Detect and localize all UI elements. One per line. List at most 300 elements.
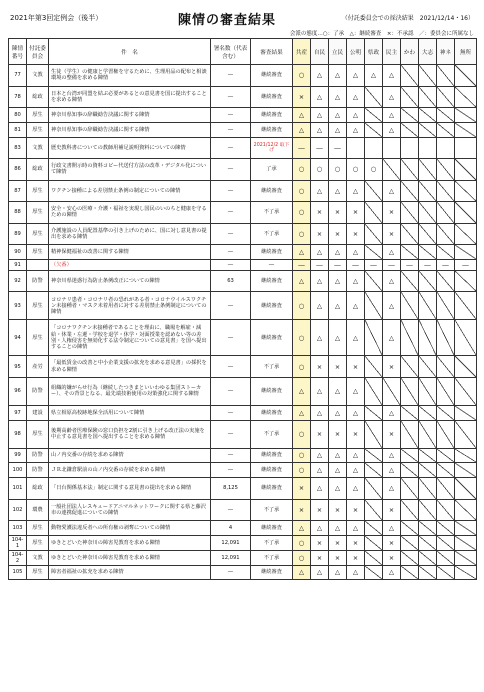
subject-cell: 「最低賃金の改善と中小企業支援の拡充を求める意見書」の採択を求める陳情 (49, 356, 211, 378)
party-vote-cell (365, 356, 383, 378)
party-vote-cell: △ (383, 478, 401, 500)
col-result: 審査結果 (251, 39, 293, 65)
party-vote-cell: △ (329, 463, 347, 478)
party-vote-cell (419, 478, 437, 500)
signature-count-cell: ― (211, 122, 251, 137)
party-vote-cell (455, 521, 477, 536)
party-vote-cell: △ (383, 521, 401, 536)
party-vote-cell (437, 420, 455, 448)
committee-cell: 文教 (27, 137, 49, 159)
party-vote-cell: △ (347, 478, 365, 500)
signature-count-cell: ― (211, 202, 251, 224)
party-vote-cell: △ (311, 448, 329, 463)
party-vote-cell (437, 320, 455, 356)
party-vote-cell: × (347, 223, 365, 245)
petition-number-cell: 81 (9, 122, 27, 137)
party-vote-cell: × (311, 223, 329, 245)
party-vote-cell: △ (329, 405, 347, 420)
petition-number-cell: 101 (9, 478, 27, 500)
petition-number-cell: 89 (9, 223, 27, 245)
party-vote-cell (455, 270, 477, 292)
party-vote-cell: △ (293, 377, 311, 405)
party-vote-cell (437, 499, 455, 521)
party-vote-cell: △ (311, 86, 329, 108)
party-vote-cell (419, 463, 437, 478)
party-vote-cell: △ (383, 108, 401, 123)
party-vote-cell: △ (347, 270, 365, 292)
subject-cell: 山ノ内交番の存続を求める陳情 (49, 448, 211, 463)
signature-count-cell: ― (211, 420, 251, 448)
signature-count-cell: ― (211, 356, 251, 378)
party-vote-cell: △ (329, 86, 347, 108)
party-vote-cell (365, 565, 383, 580)
party-vote-cell: △ (329, 320, 347, 356)
party-vote-cell (419, 245, 437, 260)
party-vote-cell: × (293, 86, 311, 108)
table-row (9, 223, 477, 245)
party-vote-cell (455, 292, 477, 320)
col-party: かわ (401, 39, 419, 65)
col-signatures: 署名数（代表含む） (211, 39, 251, 65)
party-vote-cell (437, 292, 455, 320)
committee-cell: 環農 (27, 499, 49, 521)
party-vote-cell: △ (347, 448, 365, 463)
party-vote-cell (437, 137, 455, 159)
signature-count-cell: ― (211, 245, 251, 260)
party-vote-cell (455, 550, 477, 565)
party-vote-cell (419, 223, 437, 245)
result-cell: 継続審査 (251, 448, 293, 463)
party-vote-cell (401, 536, 419, 551)
signature-count-cell: ― (211, 405, 251, 420)
table-row (9, 86, 477, 108)
table-row (9, 420, 477, 448)
signature-count-cell: ― (211, 86, 251, 108)
party-vote-cell: △ (329, 180, 347, 202)
petition-number-cell: 88 (9, 202, 27, 224)
result-cell: 継続審査 (251, 270, 293, 292)
party-vote-cell: △ (311, 122, 329, 137)
party-vote-cell (347, 137, 365, 159)
party-vote-cell: × (293, 499, 311, 521)
col-party: 民主 (383, 39, 401, 65)
party-vote-cell: △ (383, 245, 401, 260)
party-vote-cell (401, 550, 419, 565)
petition-number-cell: 102 (9, 499, 27, 521)
table-row (9, 377, 477, 405)
party-vote-cell (455, 65, 477, 87)
party-vote-cell (419, 270, 437, 292)
table-row (9, 159, 477, 181)
committee-cell: 厚生 (27, 180, 49, 202)
party-vote-cell (401, 292, 419, 320)
party-vote-cell: ― (311, 137, 329, 159)
party-vote-cell: ○ (329, 159, 347, 181)
table-row (9, 499, 477, 521)
party-vote-cell (455, 159, 477, 181)
party-vote-cell (365, 550, 383, 565)
party-vote-cell (437, 180, 455, 202)
party-vote-cell: △ (329, 245, 347, 260)
party-vote-cell (401, 405, 419, 420)
party-vote-cell (437, 202, 455, 224)
committee-cell: 厚生 (27, 202, 49, 224)
party-vote-cell (455, 478, 477, 500)
party-vote-cell: △ (293, 122, 311, 137)
party-vote-cell (455, 420, 477, 448)
party-vote-cell (401, 122, 419, 137)
party-vote-cell: △ (347, 245, 365, 260)
signature-count-cell: 12,091 (211, 536, 251, 551)
committee-cell: 総政 (27, 478, 49, 500)
petition-number-cell: 94 (9, 320, 27, 356)
party-vote-cell (401, 356, 419, 378)
col-party: 神ネ (437, 39, 455, 65)
party-vote-cell: △ (329, 478, 347, 500)
party-vote-cell (401, 521, 419, 536)
party-vote-cell: ○ (293, 159, 311, 181)
party-vote-cell (455, 405, 477, 420)
committee-cell: 厚生 (27, 245, 49, 260)
party-vote-cell: △ (293, 405, 311, 420)
party-vote-cell (419, 420, 437, 448)
committee-cell (27, 259, 49, 270)
party-vote-cell: × (329, 499, 347, 521)
party-vote-cell: × (347, 356, 365, 378)
result-cell: 不了承 (251, 223, 293, 245)
party-vote-cell: × (347, 420, 365, 448)
subject-cell: 後期高齢者医療保険の窓口負担を2割に引き上げる改正法の実施を中止する意見書を国へ提出することを求める陳情 (49, 420, 211, 448)
petition-number-cell: 105 (9, 565, 27, 580)
party-vote-cell: ― (293, 259, 311, 270)
party-vote-cell (401, 108, 419, 123)
petition-number-cell: 91 (9, 259, 27, 270)
table-row (9, 550, 477, 565)
party-vote-cell: ― (365, 259, 383, 270)
result-cell: 2021/12/2 取下げ (251, 137, 293, 159)
signature-count-cell: 12,091 (211, 550, 251, 565)
result-cell: 不了承 (251, 550, 293, 565)
committee-note: （付託委員会での採決結果 2021/12/14・16） (341, 15, 474, 22)
committee-cell: 総政 (27, 159, 49, 181)
committee-cell: 防警 (27, 448, 49, 463)
party-vote-cell: △ (311, 405, 329, 420)
party-vote-cell (455, 122, 477, 137)
petition-number-cell: 93 (9, 292, 27, 320)
party-vote-cell (365, 86, 383, 108)
party-vote-cell (419, 320, 437, 356)
table-row (9, 259, 477, 270)
party-vote-cell (419, 499, 437, 521)
subject-cell: ＪＲ北鎌倉駅前の山ノ内交番の存続を求める陳情 (49, 463, 211, 478)
party-vote-cell (419, 159, 437, 181)
result-cell: 継続審査 (251, 521, 293, 536)
party-vote-cell (401, 180, 419, 202)
page-header (8, 8, 476, 38)
party-vote-cell: ○ (293, 320, 311, 356)
party-vote-cell (437, 536, 455, 551)
result-cell: 継続審査 (251, 377, 293, 405)
subject-cell: 県立相原高校跡地保全活用について陳情 (49, 405, 211, 420)
table-row (9, 245, 477, 260)
party-vote-cell: △ (311, 245, 329, 260)
petition-number-cell: 104-1 (9, 536, 27, 551)
party-vote-cell (455, 463, 477, 478)
party-vote-cell: △ (329, 270, 347, 292)
committee-cell: 建設 (27, 405, 49, 420)
party-vote-cell: ― (455, 259, 477, 270)
signature-count-cell: ― (211, 137, 251, 159)
party-vote-cell: × (293, 478, 311, 500)
party-vote-cell: × (311, 356, 329, 378)
party-vote-cell: ○ (293, 292, 311, 320)
result-cell: 継続審査 (251, 108, 293, 123)
party-vote-cell: ― (419, 259, 437, 270)
subject-cell: 動物愛護法違反者への所有権の剥奪についての陳情 (49, 521, 211, 536)
subject-cell: ゆきとどいた神奈川の障害児教育を求める陳情 (49, 550, 211, 565)
party-vote-cell: × (311, 202, 329, 224)
signature-count-cell: ― (211, 223, 251, 245)
party-vote-cell: △ (311, 478, 329, 500)
party-vote-cell: △ (383, 270, 401, 292)
party-vote-cell (365, 270, 383, 292)
party-vote-cell (455, 86, 477, 108)
party-vote-cell: ○ (293, 356, 311, 378)
party-vote-cell (419, 565, 437, 580)
party-vote-cell: ○ (293, 65, 311, 87)
party-vote-cell (419, 550, 437, 565)
party-vote-cell: × (383, 536, 401, 551)
subject-cell: （欠番） (49, 259, 211, 270)
signature-count-cell: ― (211, 448, 251, 463)
party-vote-cell: △ (383, 180, 401, 202)
table-row (9, 122, 477, 137)
party-vote-cell: ― (347, 259, 365, 270)
col-subject: 件 名 (49, 39, 211, 65)
subject-cell: 神奈川県迷惑行為防止条例改正についての陳情 (49, 270, 211, 292)
party-vote-cell: ― (437, 259, 455, 270)
subject-cell: 「日台関係基本法」制定に関する意見書の提出を求める陳情 (49, 478, 211, 500)
party-vote-cell: △ (329, 292, 347, 320)
col-party: 県政 (365, 39, 383, 65)
party-vote-cell: × (329, 202, 347, 224)
party-vote-cell: × (347, 550, 365, 565)
signature-count-cell: ― (211, 159, 251, 181)
party-vote-cell: ○ (293, 223, 311, 245)
table-row (9, 292, 477, 320)
party-vote-cell: △ (329, 377, 347, 405)
party-vote-cell (401, 463, 419, 478)
subject-cell: 介護施設の人員配置基準の引き上げのために、国に対し意見書の提出を求める陳情 (49, 223, 211, 245)
party-vote-cell (437, 565, 455, 580)
col-party: 無所 (455, 39, 477, 65)
party-vote-cell: △ (347, 86, 365, 108)
party-vote-cell (365, 202, 383, 224)
party-vote-cell (365, 108, 383, 123)
party-vote-cell: △ (347, 180, 365, 202)
party-vote-cell (437, 122, 455, 137)
party-vote-cell (455, 137, 477, 159)
party-vote-cell (401, 320, 419, 356)
party-vote-cell: △ (311, 292, 329, 320)
table-row (9, 565, 477, 580)
party-vote-cell: × (383, 499, 401, 521)
party-vote-cell: △ (311, 320, 329, 356)
party-vote-cell: △ (329, 108, 347, 123)
subject-cell: 「コロナワクチン未接種者であることを理由に、職場を解雇・減給・休業・左遷・学校を退学・休学・対面授業を認めない等の差別・人権侵害を無効化する法令制定についての意見書」を国へ提出することの陳情 (49, 320, 211, 356)
party-vote-cell (455, 377, 477, 405)
committee-cell: 防警 (27, 463, 49, 478)
party-vote-cell (419, 86, 437, 108)
party-vote-cell (419, 536, 437, 551)
party-vote-cell (437, 245, 455, 260)
committee-cell: 厚生 (27, 565, 49, 580)
table-body (9, 65, 477, 580)
party-vote-cell (365, 521, 383, 536)
signature-count-cell: ― (211, 259, 251, 270)
party-vote-cell: △ (293, 270, 311, 292)
party-vote-cell: ― (329, 137, 347, 159)
party-vote-cell (419, 521, 437, 536)
committee-cell: 産労 (27, 356, 49, 378)
party-vote-cell: ○ (293, 180, 311, 202)
table-row (9, 448, 477, 463)
signature-count-cell: ― (211, 65, 251, 87)
signature-count-cell: ― (211, 292, 251, 320)
party-vote-cell (401, 223, 419, 245)
party-vote-cell (437, 448, 455, 463)
party-vote-cell: △ (311, 108, 329, 123)
party-vote-cell: △ (293, 245, 311, 260)
party-vote-cell (455, 536, 477, 551)
party-vote-cell: × (347, 202, 365, 224)
petition-number-cell: 96 (9, 377, 27, 405)
result-cell: 不了承 (251, 202, 293, 224)
party-vote-cell (419, 292, 437, 320)
subject-cell: 歴史教科書についての教師用補足説明資料についての陳情 (49, 137, 211, 159)
committee-cell: 総政 (27, 86, 49, 108)
party-vote-cell: △ (311, 377, 329, 405)
subject-cell: ゆきとどいた神奈川の障害児教育を求める陳情 (49, 536, 211, 551)
party-vote-cell (419, 180, 437, 202)
party-vote-cell: △ (347, 377, 365, 405)
result-cell: 継続審査 (251, 245, 293, 260)
table-row (9, 536, 477, 551)
party-vote-cell: △ (347, 463, 365, 478)
subject-cell: ワクチン接種による差別禁止条例の制定についての陳情 (49, 180, 211, 202)
party-vote-cell (437, 270, 455, 292)
petition-number-cell: 98 (9, 420, 27, 448)
party-vote-cell (437, 463, 455, 478)
party-vote-cell: × (329, 420, 347, 448)
party-vote-cell: △ (383, 405, 401, 420)
party-vote-cell: △ (383, 320, 401, 356)
party-vote-cell (437, 478, 455, 500)
signature-count-cell: ― (211, 565, 251, 580)
result-cell: 不了承 (251, 499, 293, 521)
table-row (9, 137, 477, 159)
party-vote-cell (419, 377, 437, 405)
party-vote-cell: ― (329, 259, 347, 270)
table-row (9, 463, 477, 478)
party-vote-cell (419, 405, 437, 420)
party-vote-cell: ○ (293, 550, 311, 565)
committee-cell: 厚生 (27, 223, 49, 245)
party-vote-cell: △ (383, 86, 401, 108)
table-row (9, 478, 477, 500)
result-cell: 継続審査 (251, 292, 293, 320)
party-vote-cell: × (329, 356, 347, 378)
party-vote-cell: △ (383, 292, 401, 320)
party-vote-cell: × (383, 550, 401, 565)
party-vote-cell (437, 223, 455, 245)
col-party: 公明 (347, 39, 365, 65)
petition-number-cell: 90 (9, 245, 27, 260)
party-vote-cell: △ (311, 565, 329, 580)
party-vote-cell (437, 65, 455, 87)
result-cell: 継続審査 (251, 478, 293, 500)
party-vote-cell (401, 420, 419, 448)
party-vote-cell (455, 223, 477, 245)
petition-number-cell: 78 (9, 86, 27, 108)
party-vote-cell: △ (311, 65, 329, 87)
committee-cell: 防警 (27, 377, 49, 405)
party-vote-cell (365, 245, 383, 260)
party-vote-cell: △ (347, 65, 365, 87)
party-vote-cell (419, 137, 437, 159)
party-vote-cell (365, 122, 383, 137)
petition-number-cell: 95 (9, 356, 27, 378)
result-cell: 継続審査 (251, 65, 293, 87)
party-vote-cell (455, 499, 477, 521)
party-vote-cell (437, 377, 455, 405)
result-cell: 不了承 (251, 356, 293, 378)
party-vote-cell: ― (293, 137, 311, 159)
party-vote-cell: ○ (293, 463, 311, 478)
party-vote-cell (365, 536, 383, 551)
party-vote-cell: × (383, 420, 401, 448)
party-vote-cell (419, 65, 437, 87)
committee-cell: 厚生 (27, 122, 49, 137)
signature-count-cell: 8,125 (211, 478, 251, 500)
result-cell: 継続審査 (251, 405, 293, 420)
party-vote-cell: × (383, 356, 401, 378)
party-vote-cell (365, 180, 383, 202)
party-vote-cell: △ (311, 180, 329, 202)
party-vote-cell: × (383, 202, 401, 224)
party-vote-cell: △ (347, 405, 365, 420)
party-vote-cell: × (311, 420, 329, 448)
party-vote-cell (365, 448, 383, 463)
party-vote-cell (419, 202, 437, 224)
party-vote-cell: ○ (365, 159, 383, 181)
subject-cell: 行政文書開示時の資料コピー代送付方法の改革・デジタル化について陳情 (49, 159, 211, 181)
party-vote-cell (437, 356, 455, 378)
party-vote-cell: △ (329, 65, 347, 87)
party-vote-cell (455, 448, 477, 463)
results-page (8, 8, 476, 676)
party-vote-cell: △ (311, 463, 329, 478)
committee-cell: 厚生 (27, 292, 49, 320)
subject-cell: 安全・安心の医療・介護・福祉を実現し国民のいのちと健康を守るための陳情 (49, 202, 211, 224)
party-vote-cell (365, 405, 383, 420)
party-vote-cell (383, 159, 401, 181)
party-vote-cell (383, 377, 401, 405)
party-vote-cell: △ (383, 463, 401, 478)
party-vote-cell: ― (401, 259, 419, 270)
petition-number-cell: 97 (9, 405, 27, 420)
committee-cell: 防警 (27, 270, 49, 292)
